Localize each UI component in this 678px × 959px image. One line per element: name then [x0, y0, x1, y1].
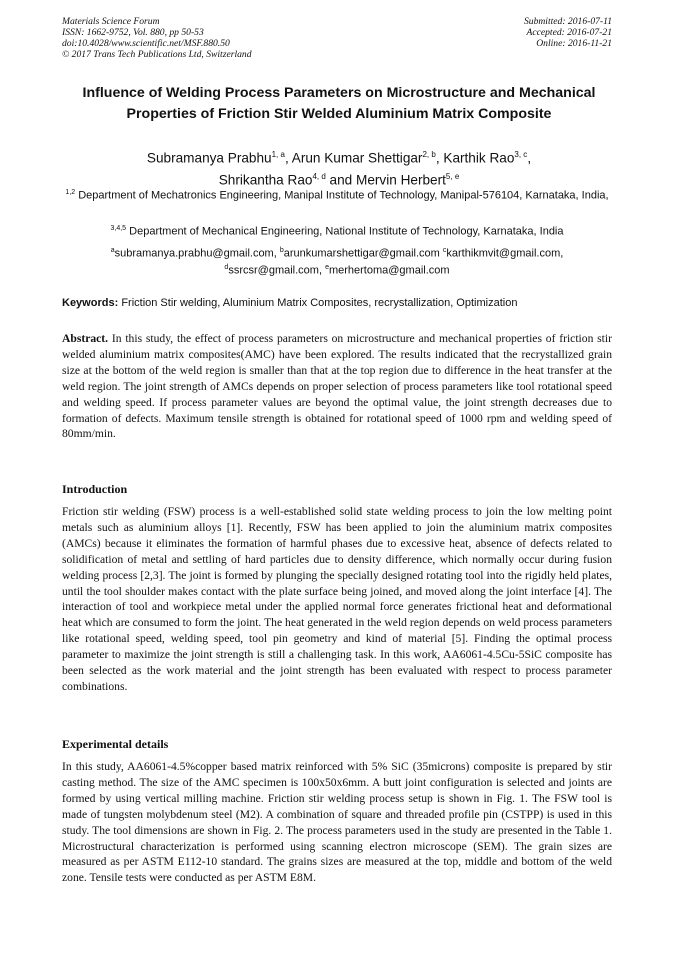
author-affiliation-mark: 3, c: [514, 150, 528, 159]
keywords: [62, 296, 612, 310]
email-link[interactable]: arunkumarshettigar@gmail.com: [283, 247, 443, 260]
abstract-label: Abstract.: [62, 332, 109, 345]
online-date: Online: 2016-11-21: [536, 38, 612, 49]
author-affiliation-mark: 1, a: [271, 150, 285, 159]
affiliation-1: [62, 186, 612, 203]
email-mark: a: [110, 247, 115, 254]
email-mark: d: [224, 264, 229, 272]
submitted-date: Submitted: 2016-07-11: [523, 16, 612, 27]
author-name: Subramanya Prabhu: [146, 150, 272, 166]
accepted-date: Accepted: 2016-07-21: [526, 27, 612, 38]
journal-name: Materials Science Forum: [62, 16, 160, 27]
author-separator: ,: [284, 150, 292, 166]
author-name: Arun Kumar Shettigar: [291, 150, 423, 166]
affiliation-text: Department of Mechatronics Engineering, Manipal Institute of Technology, Manipal-576104, Karnataka, India,: [78, 189, 609, 202]
affiliation-text: Department of Mechanical Engineering, National Institute of Technology, Karnataka, India: [129, 225, 564, 238]
author-emails: [62, 244, 612, 278]
email-link[interactable]: ssrcsr@gmail.com,: [228, 264, 326, 277]
journal-header: [62, 16, 612, 60]
keywords-text: Friction Stir welding, Aluminium Matrix Composites, recrystallization, Optimization: [121, 297, 518, 309]
paper-title: Influence of Welding Process Parameters on Microstructure and Mechanical Properties of Friction Stir Welded Aluminium Matrix Composite: [82, 85, 596, 122]
experimental-heading: Experimental details: [62, 737, 169, 751]
author-affiliation-mark: 2, b: [422, 150, 436, 159]
introduction-heading: Introduction: [62, 482, 128, 496]
affiliation-mark: 1,2: [65, 189, 76, 196]
doi[interactable]: doi:10.4028/www.scientific.net/MSF.880.50: [62, 38, 230, 49]
author-name: Mervin Herbert: [356, 172, 446, 188]
journal-info: [62, 16, 252, 60]
email-mark: e: [325, 264, 329, 272]
author-separator: ,: [435, 150, 444, 166]
email-link[interactable]: karthikmvit@gmail.com,: [446, 247, 564, 260]
abstract: [62, 331, 612, 442]
author-name: Shrikantha Rao: [218, 172, 313, 188]
abstract-text: In this study, the effect of process parameters on microstructure and mechanical properties of friction stir welded aluminium matrix composites(AMC) have been explored. The results indicated that the recrystallized grain size at the bottom of the weld region is smaller than that at the top region due to difference in the heat transfer at the weld region. The joint strength of AMCs depends on proper selection of process parameters like tool rotational speed and welding speed. If process parameter values are beyond the optimal value, the joint strength decreases due to formation of defects. Maximum tensile strength is obtained for rotational speed of 1000 rpm and welding speed of 80mm/min.: [62, 332, 612, 441]
affiliation-2: [62, 222, 612, 239]
issn-volume: ISSN: 1662-9752, Vol. 880, pp 50-53: [62, 27, 204, 38]
email-mark: c: [442, 247, 447, 254]
author-separator: ,: [527, 150, 532, 166]
author-separator: and: [325, 172, 357, 188]
author-name: Karthik Rao: [443, 150, 515, 166]
keywords-label: Keywords:: [62, 297, 119, 309]
introduction-text: Friction stir welding (FSW) process is a well-established solid state welding process to join the low melting point metals such as aluminium alloys [1]. Recently, FSW has been applied to join the aluminium matrix composites (AMCs) because it eliminates the formation of harmful phases due to excessive heat, absence of defects related to solidification of metal and settling of hard particles due to density difference, which normally occur during fusion welding process [2,3]. The joint is formed by plunging the specially designed rotating tool into the rigidly held plates, until the tool shoulder makes contact with the plate surface being joined, and moved along the joint interface [4]. The interaction of tool and workpiece metal under the applied normal force generates frictional heat and deformational heat which are consumed to form the joint. The heat generated in the weld region depends on weld process parameters like rotational speed, welding speed, tool pin geometry and kind of material [5]. Finding the optimal process parameter to maximize the joint strength is still a challenging task. In this work, AA6061-4.5Cu-5SiC composite has been selected as the work material and the joint strength has been evaluated with respect to process parameter combinations.: [62, 505, 612, 693]
publication-dates: [524, 16, 612, 60]
author-list: [70, 146, 608, 189]
affiliation-mark: 3,4,5: [110, 225, 127, 232]
copyright: © 2017 Trans Tech Publications Ltd, Switzerland: [62, 49, 252, 60]
email-link[interactable]: subramanya.prabhu@gmail.com,: [114, 247, 280, 260]
email-link[interactable]: merhertoma@gmail.com: [328, 264, 450, 277]
author-affiliation-mark: 5, e: [445, 171, 460, 181]
author-affiliation-mark: 4, d: [312, 171, 326, 181]
email-mark: b: [279, 247, 284, 254]
experimental-text: In this study, AA6061-4.5%copper based matrix reinforced with 5% SiC (35microns) composite is prepared by stir casting method. The size of the AMC specimen is 100x50x6mm. A butt joint configuration is selected and joints are formed by using vertical milling machine. Friction stir welding process setup is shown in Fig. 1. The FSW tool is made of tungsten molybdenum steel (M2). A combination of square and threaded profile pin (CSTPP) is used in this study. The tool dimensions are shown in Fig. 2. The process parameters used in the study are presented in the Table 1. Microstructural characterization is performed using scanning electron microscope (SEM). The grain sizes are measured as per ASTM E112-10 standard. The grains sizes are measured at the top, middle and bottom of the weld zone. Tensile tests were conducted as per ASTM E8M.: [62, 760, 612, 885]
